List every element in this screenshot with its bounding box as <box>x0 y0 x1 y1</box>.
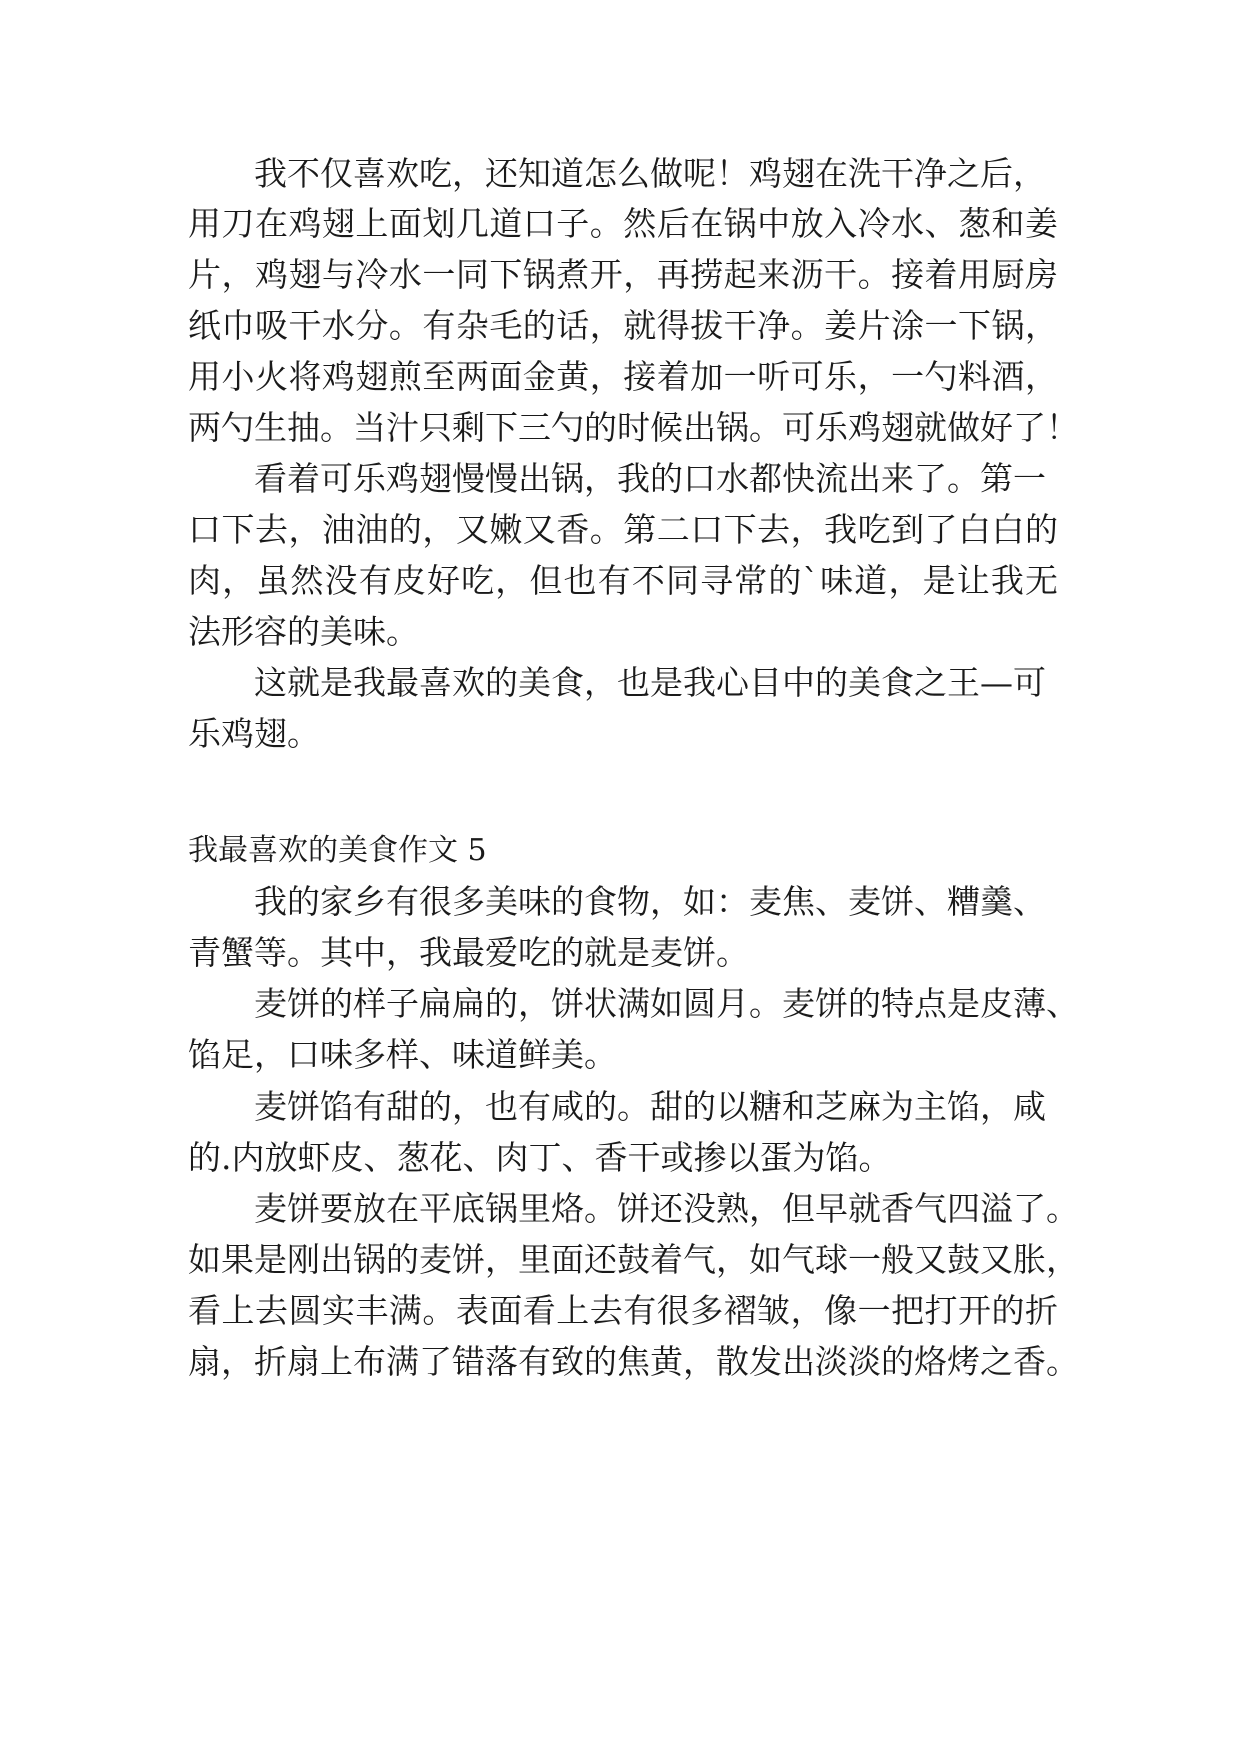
paragraph-line: 纸巾吸干水分。有杂毛的话，就得拔干净。姜片涂一下锅， <box>188 306 1058 345</box>
paragraph-line: 口下去，油油的，又嫩又香。第二口下去，我吃到了白白的 <box>188 510 1058 549</box>
paragraph-line: 这就是我最喜欢的美食，也是我心目中的美食之王—可 <box>254 663 1046 702</box>
paragraph-line: 肉，虽然没有皮好吃，但也有不同寻常的`味道，是让我无 <box>188 561 1058 600</box>
paragraph-line: 麦饼馅有甜的，也有咸的。甜的以糖和芝麻为主馅，咸 <box>254 1087 1046 1126</box>
essay-title: 我最喜欢的美食作文 5 <box>188 833 487 868</box>
paragraph-line: 两勺生抽。当汁只剩下三勺的时候出锅。可乐鸡翅就做好了！ <box>188 408 1079 447</box>
paragraph-line: 法形容的美味。 <box>188 612 419 651</box>
paragraph-line: 扇，折扇上布满了错落有致的焦黄，散发出淡淡的烙烤之香。 <box>188 1342 1079 1381</box>
paragraph-line: 用小火将鸡翅煎至两面金黄，接着加一听可乐，一勺料酒， <box>188 357 1058 396</box>
paragraph-line: 我的家乡有很多美味的食物，如：麦焦、麦饼、糟羹、 <box>254 882 1046 921</box>
paragraph-line: 我不仅喜欢吃，还知道怎么做呢！鸡翅在洗干净之后， <box>254 154 1046 193</box>
paragraph-line: 的.内放虾皮、葱花、肉丁、香干或掺以蛋为馅。 <box>188 1138 892 1177</box>
paragraph-line: 馅足，口味多样、味道鲜美。 <box>188 1035 617 1074</box>
paragraph-line: 看着可乐鸡翅慢慢出锅，我的口水都快流出来了。第一 <box>254 459 1046 498</box>
paragraph-line: 片，鸡翅与冷水一同下锅煮开，再捞起来沥干。接着用厨房 <box>188 255 1058 294</box>
paragraph-line: 乐鸡翅。 <box>188 714 320 753</box>
paragraph-line: 麦饼的样子扁扁的，饼状满如圆月。麦饼的特点是皮薄、 <box>254 984 1079 1023</box>
paragraph-line: 看上去圆实丰满。表面看上去有很多褶皱，像一把打开的折 <box>188 1291 1058 1330</box>
paragraph-line: 用刀在鸡翅上面划几道口子。然后在锅中放入冷水、葱和姜 <box>188 204 1058 243</box>
paragraph-line: 如果是刚出锅的麦饼，里面还鼓着气，如气球一般又鼓又胀， <box>188 1240 1079 1279</box>
paragraph-line: 麦饼要放在平底锅里烙。饼还没熟，但早就香气四溢了。 <box>254 1189 1079 1228</box>
paragraph-line: 青蟹等。其中，我最爱吃的就是麦饼。 <box>188 933 749 972</box>
